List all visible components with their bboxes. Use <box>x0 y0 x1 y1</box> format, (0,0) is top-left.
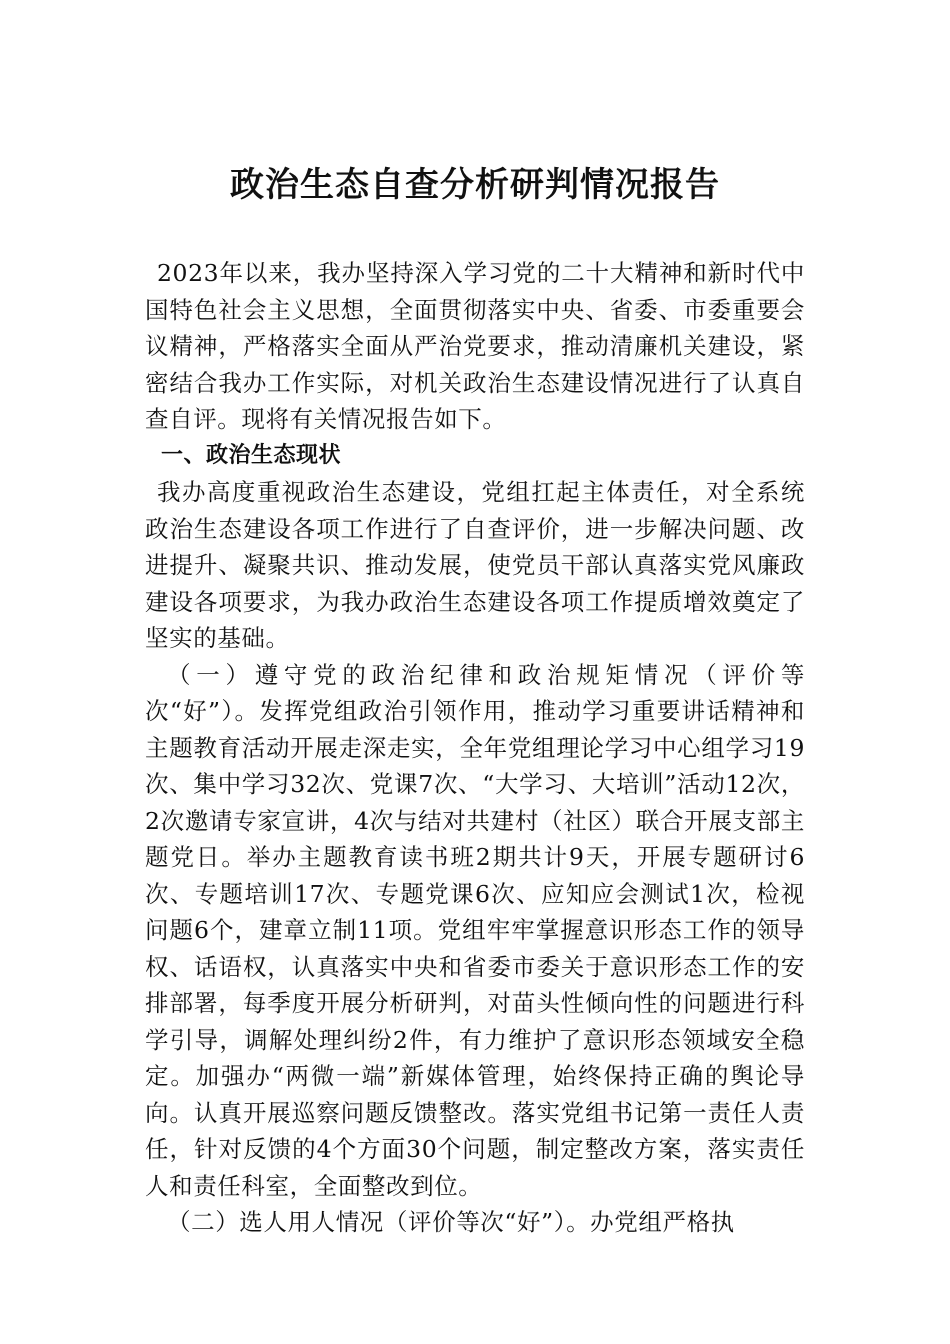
document-title: 政治生态自查分析研判情况报告 <box>230 165 720 205</box>
intro-paragraph: 2023年以来，我办坚持深入学习党的二十大精神和新时代中国特色社会主义思想，全面贯彻落实中央、省委、市委重要会议精神，严格落实全面从严治党要求，推动清廉机关建设，紧密结合我办工作实际，对机关政治生态建设情况进行了认真自查自评。现将有关情况报告如下。 <box>145 259 805 433</box>
subsection-2-paragraph: （二）选人用人情况（评价等次“好”）。办党组严格执 <box>167 1208 735 1236</box>
subsection-1-paragraph: （一）遵守党的政治纪律和政治规矩情况（评价等次“好”）。发挥党组政治引领作用，推动学习重要讲话精神和主题教育活动开展走深走实，全年党组理论学习中心组学习19次、集中学习32次、党课7次、“大学习、大培训”活动12次，2次邀请专家宣讲，4次与结对共建村（社区）联合开展支部主题党日。举办主题教育读书班2期共计9天，开展专题研讨6次、专题培训17次、专题党课6次、应知应会测试1次，检视问题6个，建章立制11项。党组牢牢掌握意识形态工作的领导权、话语权，认真落实中央和省委市委关于意识形态工作的安排部署，每季度开展分析研判，对苗头性倾向性的问题进行科学引导，调解处理纠纷2件，有力维护了意识形态领域安全稳定。加强办“两微一端”新媒体管理，始终保持正确的舆论导向。认真开展巡察问题反馈整改。落实党组书记第一责任人责任，针对反馈的4个方面30个问题，制定整改方案，落实责任人和责任科室，全面整改到位。 <box>145 660 805 1200</box>
section-1-intro-paragraph: 我办高度重视政治生态建设，党组扛起主体责任，对全系统政治生态建设各项工作进行了自查评价，进一步解决问题、改进提升、凝聚共识、推动发展，使党员干部认真落实党风廉政建设各项要求，为我办政治生态建设各项工作提质增效奠定了坚实的基础。 <box>145 478 805 652</box>
section-heading-1: 一、政治生态现状 <box>161 442 342 468</box>
document-body <box>145 255 805 1241</box>
